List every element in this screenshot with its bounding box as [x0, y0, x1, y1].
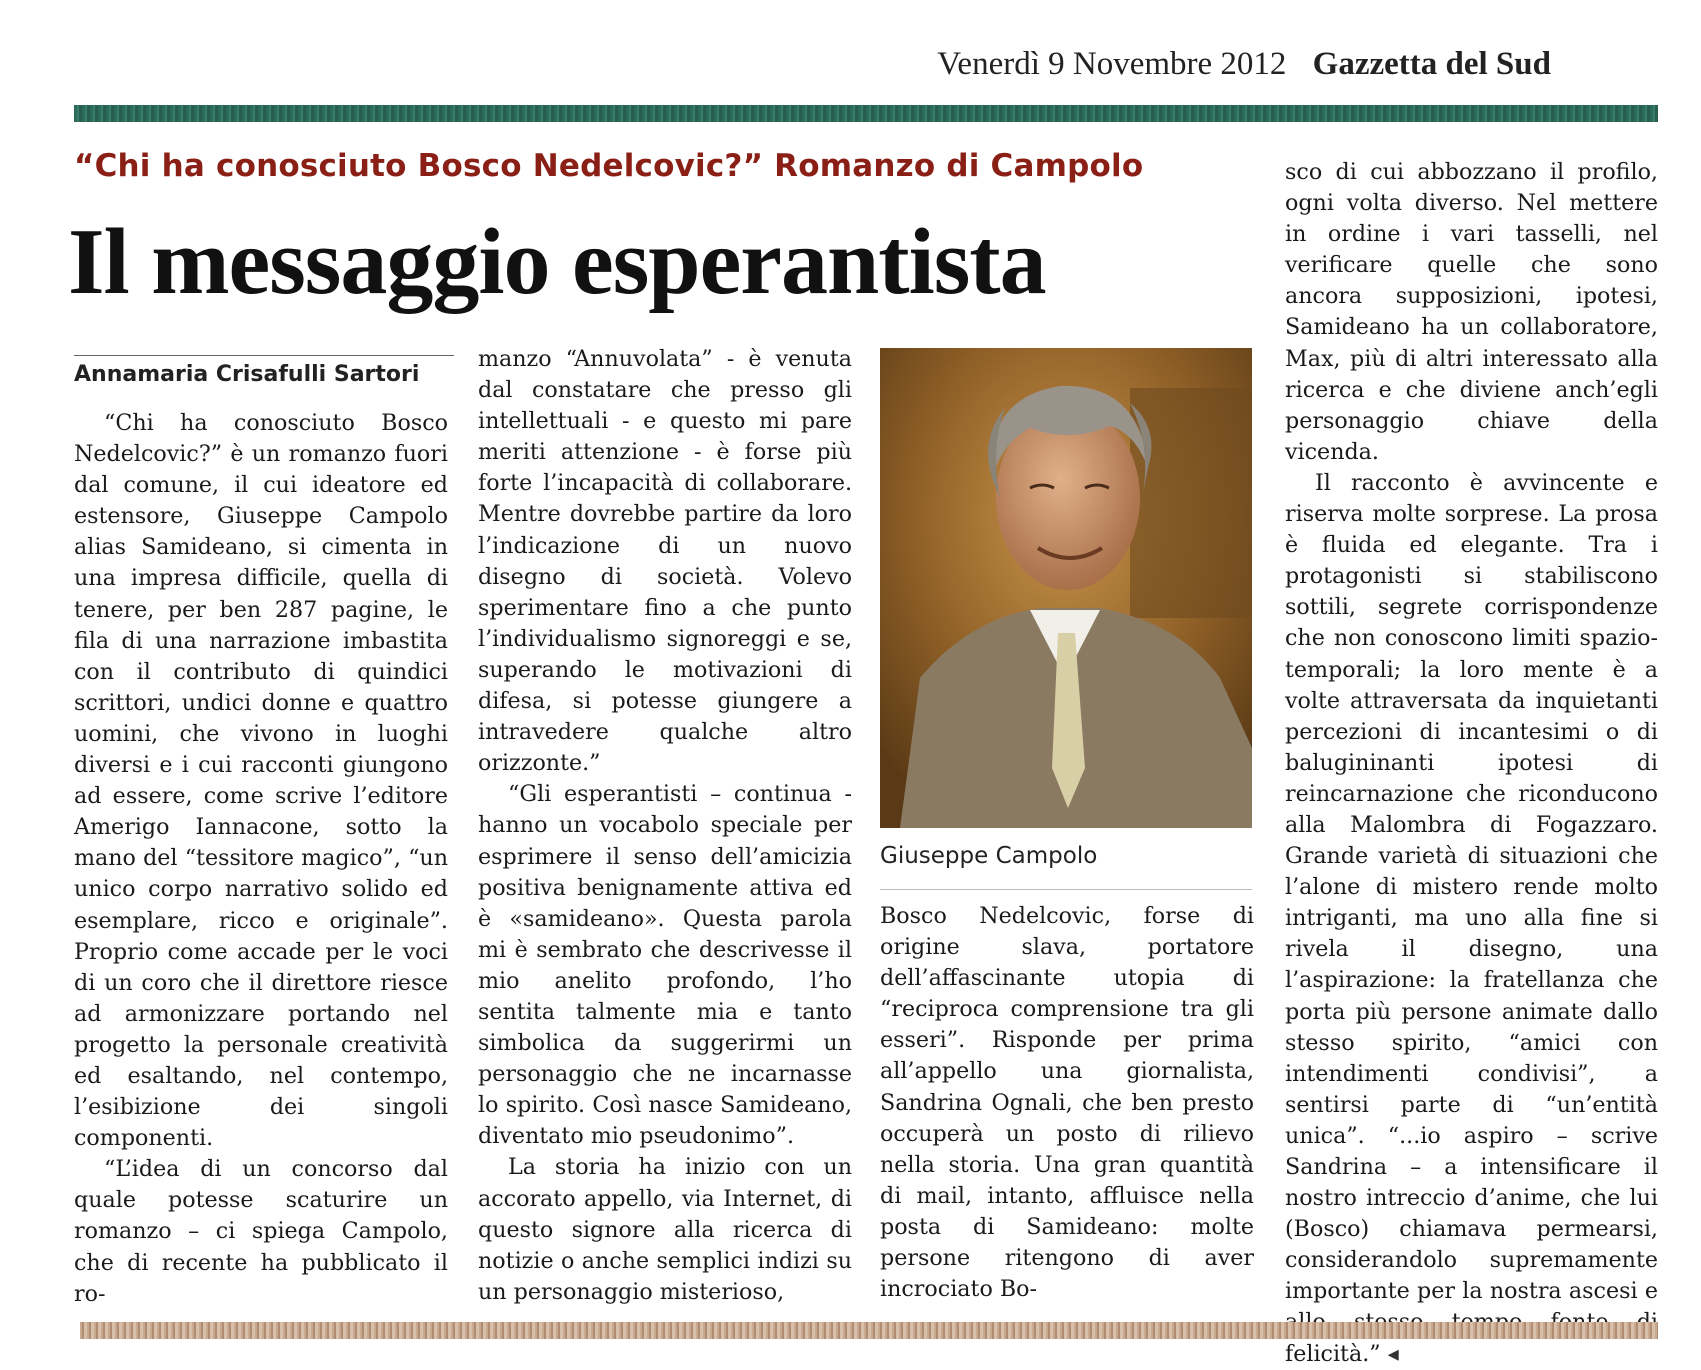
byline-divider: [74, 355, 454, 356]
article-byline: Annamaria Crisafulli Sartori: [74, 362, 420, 387]
column-2-paragraph-2: “Gli esperantisti – continua - hanno un vocabolo speciale per esprimere il senso dell’amicizia positiva benignamente attiva ed è «samideano». Questa parola mi è sembrato che descrivesse il mio anelito profondo, l’ho sentita talmente mia e tanto simbolica da suggerirmi un personaggio che ne incarnasse lo spirito. Così nasce Samideano, diventato mio pseudonimo”.: [478, 781, 852, 1150]
portrait-illustration: [880, 348, 1252, 828]
column-2-paragraph-3: La storia ha inizio con un accorato appello, via Internet, di questo signore alla ricerca di notizie o anche semplici indizi su un personaggio misterioso,: [478, 1154, 852, 1305]
end-of-article-mark: ◂: [1387, 1340, 1399, 1367]
masthead-date: Venerdì 9 Novembre 2012: [937, 46, 1287, 82]
column-2-paragraph-1: manzo “Annuvolata” - è venuta dal constatare che presso gli intellettuali - e questo mi pare meriti attenzione - è forse più forte l’incapacità di collaborare. Mentre dovrebbe partire da loro l’indicazione di un nuovo disegno di società. Volevo sperimentare fino a che punto l’individualismo signoreggi e se, superando le motivazioni di difesa, si potesse giungere a intravedere qualche altro orizzonte.”: [478, 346, 852, 777]
author-photo: [880, 348, 1252, 828]
article-column-4: [1285, 157, 1658, 1370]
caption-divider: [880, 889, 1252, 890]
photo-caption: Giuseppe Campolo: [880, 843, 1098, 869]
article-headline: Il messaggio esperantista: [68, 210, 1046, 314]
top-decorative-rule: [74, 105, 1658, 122]
masthead-newspaper-name: Gazzetta del Sud: [1312, 46, 1551, 82]
bottom-decorative-rule: [80, 1322, 1658, 1339]
column-4-paragraph-1: sco di cui abbozzano il profilo, ogni volta diverso. Nel mettere in ordine i vari tasselli, nel verificare quelle che sono ancora supposizioni, ipotesi, Samideano ha un collaboratore, Max, più di altri interessato alla ricerca e che diviene anch’egli personaggio chiave della vicenda.: [1285, 159, 1658, 465]
article-column-2: [478, 344, 852, 1308]
column-1-paragraph-2: “L’idea di un concorso dal quale potesse scaturire un romanzo – ci spiega Campolo, che di recente ha pubblicato il ro-: [74, 1156, 448, 1307]
article-column-3: [880, 901, 1254, 1305]
article-kicker: “Chi ha conosciuto Bosco Nedelcovic?” Romanzo di Campolo: [74, 148, 1144, 184]
column-4-paragraph-2-text: Il racconto è avvincente e riserva molte sorprese. La prosa è fluida ed elegante. Tra i protagonisti si stabiliscono sottili, segrete corrispondenze che non conoscono limiti spazio-temporali; la loro mente è a volte attraversata da inquietanti percezioni di incantesimi o di balugininanti ipotesi di reincarnazione che riconducono alla Malombra di Fogazzaro. Grande varietà di situazioni che l’alone di mistero rende molto intriganti, ma uno alla fine si rivela il disegno, una l’aspirazione: la fratellanza che porta più persone animate dallo stesso spirito, “amici con intendimenti condivisi”, a sentirsi parte di “un’entità unica”. “...io aspiro – scrive Sandrina – a intensificare il nostro intreccio d’anime, che lui (Bosco) chiamava permearsi, considerandolo supremamente importante per la nostra ascesi e felicità.”: [1285, 469, 1658, 1367]
column-3-paragraph-1: Bosco Nedelcovic, forse di origine slava, portatore dell’affascinante utopia di “reciproca comprensione tra gli esseri”. Risponde per prima all’appello una giornalista, Sandrina Ognali, che ben presto occuperà un posto di rilievo nella storia. Una gran quantità di mail, intanto, affluisce nella posta di Samideano: molte persone ritengono di aver incrociato Bo-: [880, 903, 1254, 1303]
column-4-paragraph-2: [1285, 468, 1658, 1370]
article-column-1: [74, 408, 448, 1310]
column-1-paragraph-1: “Chi ha conosciuto Bosco Nedelcovic?” è un romanzo fuori dal comune, il cui ideatore ed estensore, Giuseppe Campolo alias Samideano, si cimenta in una impresa difficile, quella di tenere, per ben 287 pagine, le fila di una narrazione imbastita con il contributo di quindici scrittori, undici donne e quattro uomini, che vivono in luoghi diversi e i cui racconti giungono ad essere, come scrive l’editore Amerigo Iannacone, sotto la mano del “tessitore magico”, “un unico corpo narrativo solido ed esemplare, ricco e originale”. Proprio come accade per le voci di un coro che il direttore riesce ad armonizzare portando nel progetto la personale creatività ed esaltando, nel contempo, l’esibizione dei singoli componenti.: [74, 410, 448, 1152]
masthead: [937, 46, 1551, 83]
